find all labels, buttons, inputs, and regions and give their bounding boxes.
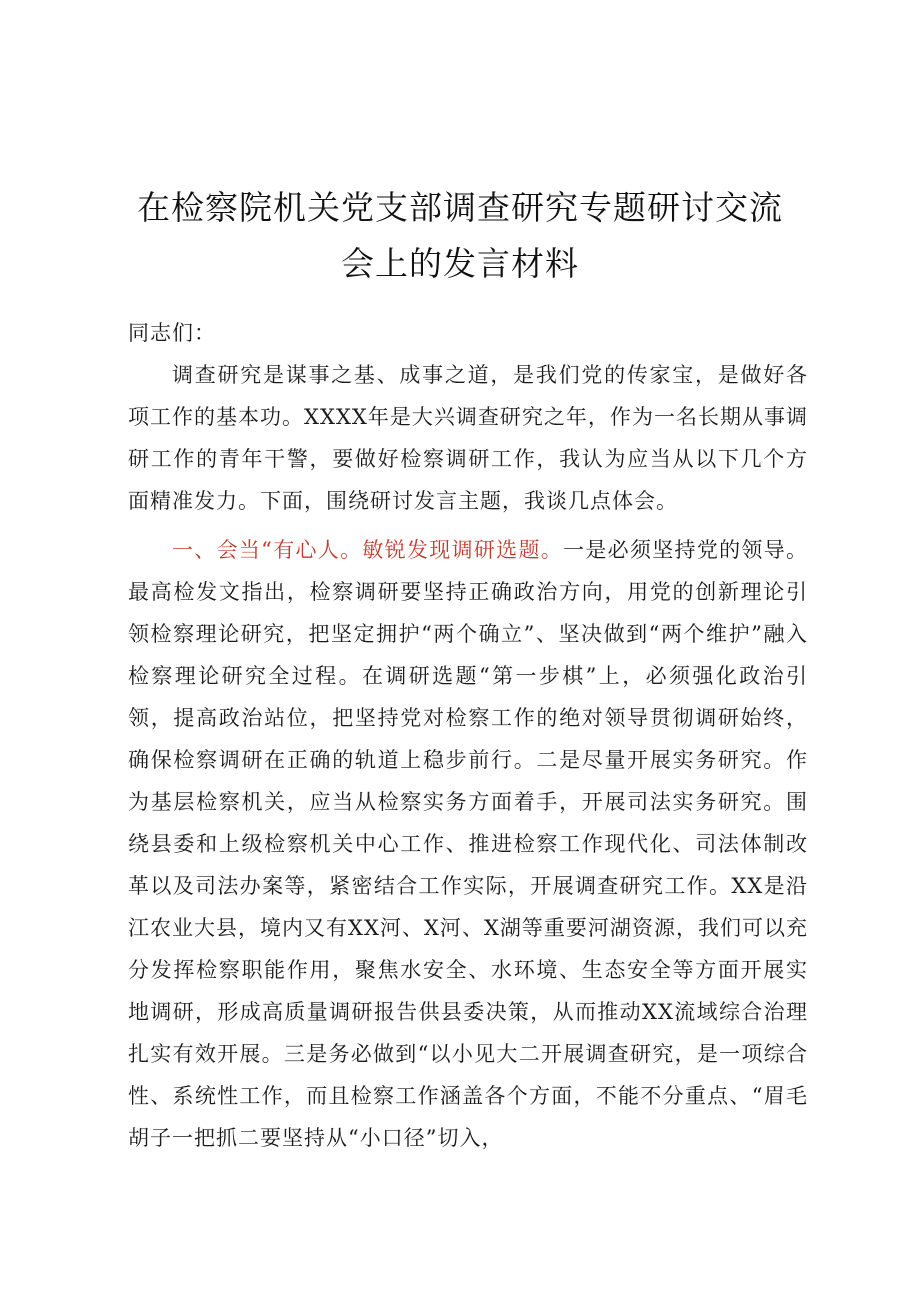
section-1-paragraph [128,529,808,1159]
document-title [128,180,792,292]
section-1-body: 一是必须坚持党的领导。最高检发文指出，检察调研要坚持正确政治方向，用党的创新理论引领检察理论研究，把坚定拥护“两个确立”、坚决做到“两个维护”融入检察理论研究全过程。在调研选题“第一步棋”上，必须强化政治引领，提高政治站位，把坚持党对检察工作的绝对领导贯彻调研始终，确保检察调研在正确的轨道上稳步前行。二是尽量开展实务研究。作为基层检察机关，应当从检察实务方面着手，开展司法实务研究。围绕县委和上级检察机关中心工作、推进检察工作现代化、司法体制改革以及司法办案等，紧密结合工作实际，开展调查研究工作。XX是沿江农业大县，境内又有XX河、X河、X湖等重要河湖资源，我们可以充分发挥检察职能作用，聚焦水安全、水环境、生态安全等方面开展实地调研，形成高质量调研报告供县委决策，从而推动XX流域综合治理扎实有效开展。三是务必做到“以小见大二开展调查研究，是一项综合性、系统性工作，而且检察工作涵盖各个方面，不能不分重点、“眉毛胡子一把抓二要坚持从“小口径”切入， [128,538,809,1150]
title-line-1: 在检察院机关党支部调查研究专题研讨交流 [137,188,783,227]
intro-paragraph: 调查研究是谋事之基、成事之道，是我们党的传家宝，是做好各项工作的基本功。XXXX年是大兴调查研究之年，作为一名长期从事调研工作的青年干警，要做好检察调研工作，我认为应当从以下几个方面精准发力。下面，围绕研讨发言主题，我谈几点体会。 [128,363,808,513]
title-line-2: 会上的发言材料 [341,244,579,283]
section-1-heading: 一、会当“有心人。敏锐发现调研选题。 [172,538,564,562]
salutation: 同志们： [128,321,216,345]
